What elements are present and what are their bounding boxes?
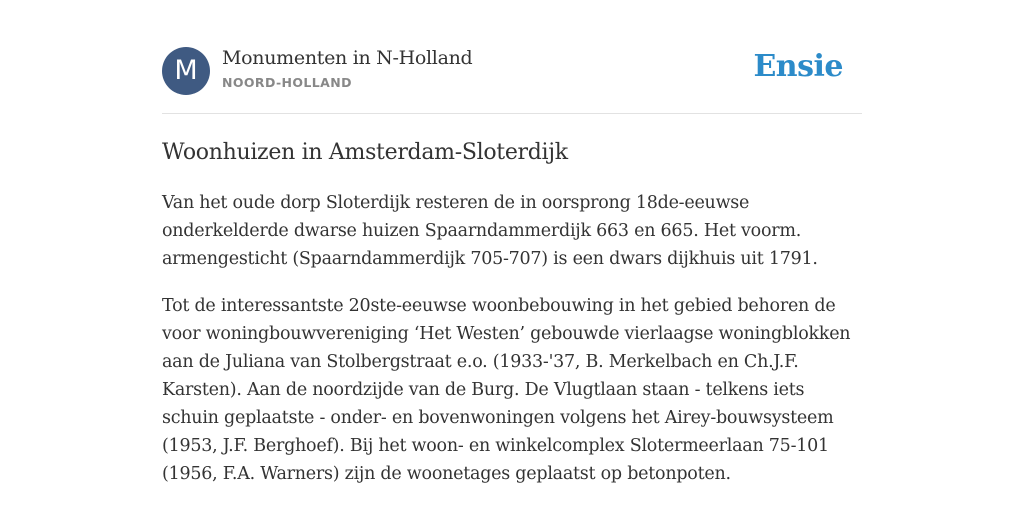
entry-header <box>162 44 862 114</box>
author-name[interactable]: Monumenten in N-Holland <box>222 47 473 69</box>
paragraph: Tot de interessantste 20ste-eeuwse woonbebouwing in het gebied behoren de voor woningbouwvereniging ‘Het Westen’ gebouwde vierlaagse woningblokken aan de Juliana van Stolbergstraat e.o. (1933-'37, B. Merkelbach en Ch.J.F. Karsten). Aan de noordzijde van de Burg. De Vlugtlaan staan - telkens iets schuin geplaatste - onder- en bovenwoningen volgens het Airey-bouwsysteem (1953, J.F. Berghoef). Bij het woon- en winkelcomplex Slotermeerlaan 75-101 (1956, F.A. Warners) zijn de woonetages geplaatst op betonpoten. <box>162 296 851 484</box>
avatar[interactable]: M <box>162 47 210 95</box>
brand-logo[interactable]: Ensie <box>753 49 843 84</box>
entry-card <box>162 44 862 488</box>
author-region: NOORD-HOLLAND <box>222 75 352 90</box>
entry-title: Woonhuizen in Amsterdam-Sloterdijk <box>162 140 568 165</box>
paragraph: Van het oude dorp Sloterdijk resteren de in oorsprong 18de-eeuwse onderkelderde dwarse huizen Spaarndammerdijk 663 en 665. Het voorm. armengesticht (Spaarndammerdijk 705-707) is een dwars dijkhuis uit 1791. <box>162 193 818 269</box>
